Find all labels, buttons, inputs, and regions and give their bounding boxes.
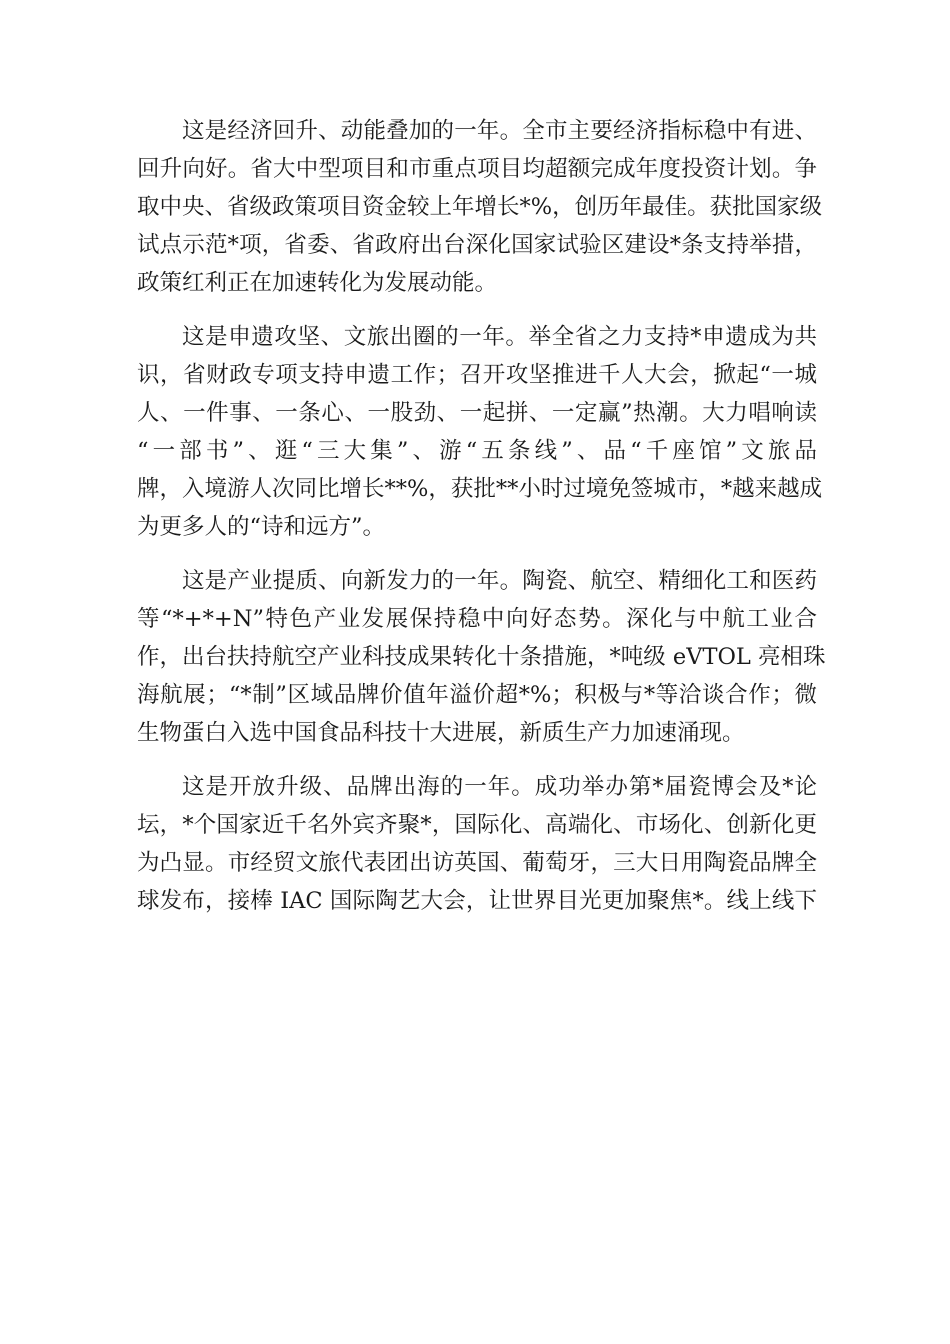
text-line: 取中央、省级政策项目资金较上年增长*%，创历年最佳。获批国家级 xyxy=(137,194,823,220)
text-line: 为凸显。市经贸文旅代表团出访英国、葡萄牙，三大日用陶瓷品牌全 xyxy=(137,850,817,876)
text-line: 这是经济回升、动能叠加的一年。全市主要经济指标稳中有进、 xyxy=(182,118,817,144)
text-line: 回升向好。省大中型项目和市重点项目均超额完成年度投资计划。争 xyxy=(137,156,817,182)
text-line: 政策红利正在加速转化为发展动能。 xyxy=(137,270,498,296)
text-line: 这是申遗攻坚、文旅出圈的一年。举全省之力支持*申遗成为共 xyxy=(182,324,817,350)
paragraph-heritage-tourism xyxy=(137,318,823,546)
paragraph-opening-up xyxy=(137,768,817,920)
text-line: 为更多人的“诗和远方”。 xyxy=(137,514,386,540)
document-body xyxy=(137,112,826,936)
paragraph-economy xyxy=(137,112,823,302)
text-line: 这是产业提质、向新发力的一年。陶瓷、航空、精细化工和医药 xyxy=(182,568,817,594)
text-line: 等“*+*+N”特色产业发展保持稳中向好态势。深化与中航工业合 xyxy=(137,606,817,632)
text-line: 牌，入境游人次同比增长**%，获批**小时过境免签城市，*越来越成 xyxy=(137,476,823,502)
text-line: 海航展；“*制”区域品牌价值年溢价超*%；积极与*等洽谈合作；微 xyxy=(137,682,817,708)
paragraph-industry xyxy=(137,562,826,752)
text-line: “一部书”、逛“三大集”、游“五条线”、品“千座馆”文旅品 xyxy=(137,438,817,464)
text-line: 坛，*个国家近千名外宾齐聚*，国际化、高端化、市场化、创新化更 xyxy=(137,812,817,838)
text-line: 试点示范*项，省委、省政府出台深化国家试验区建设*条支持举措， xyxy=(137,232,817,258)
text-line: 人、一件事、一条心、一股劲、一起拼、一定赢”热潮。大力唱响读 xyxy=(137,400,817,426)
text-line: 生物蛋白入选中国食品科技十大进展，新质生产力加速涌现。 xyxy=(137,720,745,746)
text-line: 作，出台扶持航空产业科技成果转化十条措施，*吨级 eVTOL 亮相珠 xyxy=(137,644,826,670)
text-line: 识，省财政专项支持申遗工作；召开攻坚推进千人大会，掀起“一城 xyxy=(137,362,817,388)
text-line: 球发布，接棒 IAC 国际陶艺大会，让世界目光更加聚焦*。线上线下 xyxy=(137,888,817,914)
text-line: 这是开放升级、品牌出海的一年。成功举办第*届瓷博会及*论 xyxy=(182,774,817,800)
